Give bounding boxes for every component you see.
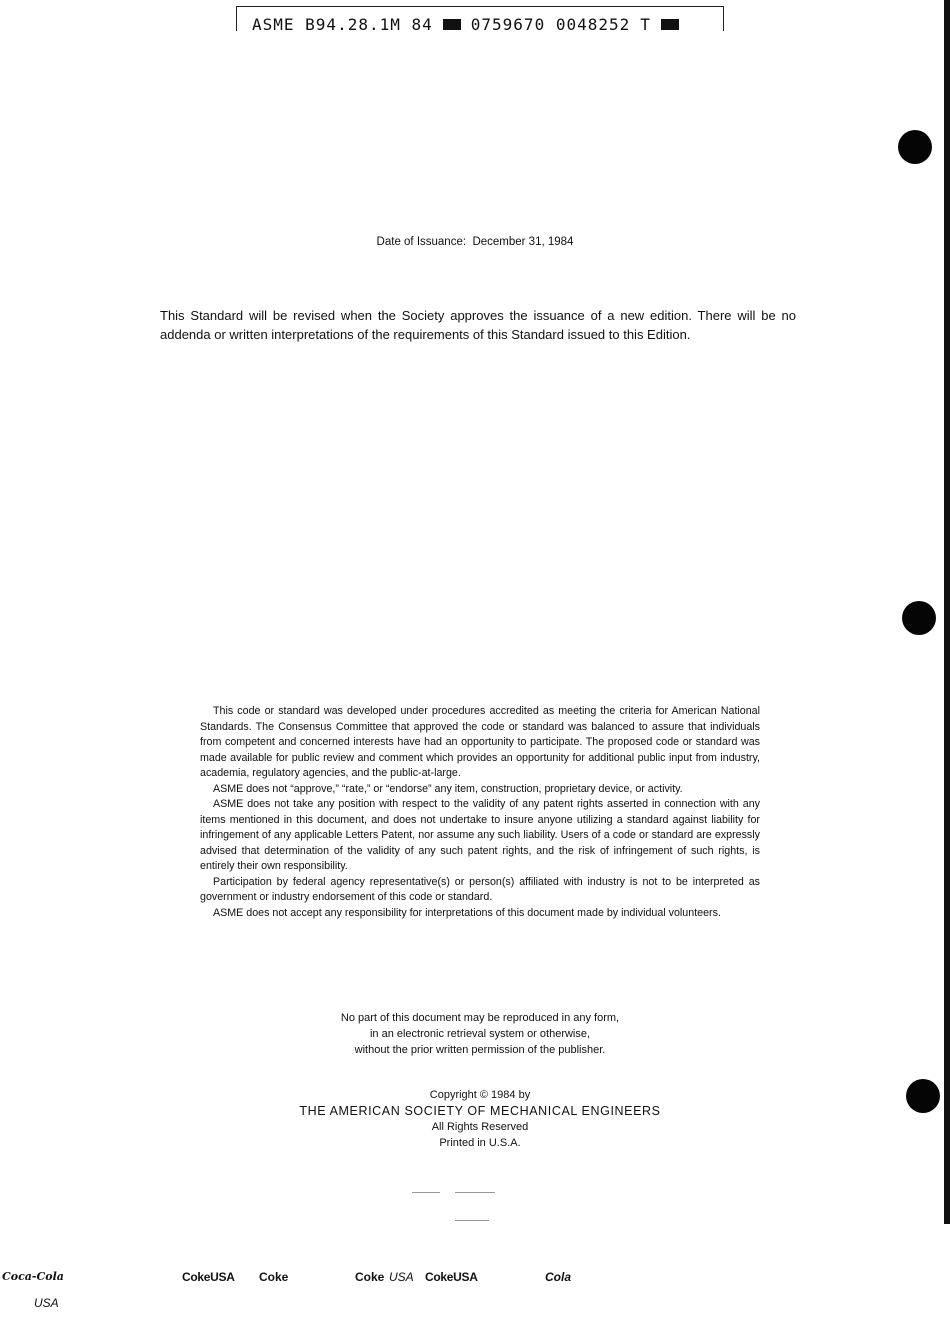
rights-reserved: All Rights Reserved xyxy=(431,1121,529,1133)
copyright-line: Copyright © 1984 by xyxy=(429,1089,531,1101)
footer-mark: USA xyxy=(389,1270,414,1284)
document-code-line xyxy=(252,15,679,34)
legal-disclaimer xyxy=(200,704,760,921)
reproduction-line: No part of this document may be reproduced in any form, xyxy=(340,1012,620,1024)
catalog-number: 0759670 0048252 xyxy=(470,15,631,34)
legal-paragraph: ASME does not “approve,” “rate,” or “endorse” any item, construction, proprietary device, or activity. xyxy=(213,782,683,795)
redaction-block xyxy=(661,19,679,30)
scan-speck xyxy=(455,1192,495,1193)
punch-hole xyxy=(902,601,936,635)
reproduction-notice xyxy=(0,1010,950,1058)
issuance-date-line xyxy=(0,236,950,248)
copyright-block xyxy=(0,1087,950,1151)
coca-cola-logo: Coca-Cola xyxy=(2,1270,64,1283)
footer-mark: Coke xyxy=(355,1270,385,1284)
footer-usa: USA xyxy=(34,1296,59,1310)
scan-speck xyxy=(412,1192,440,1193)
footer-mark: Coke xyxy=(259,1270,289,1284)
redaction-block xyxy=(443,19,461,30)
catalog-suffix: T xyxy=(640,15,651,34)
reproduction-line: without the prior written permission of the publisher. xyxy=(354,1044,606,1056)
legal-paragraph: ASME does not take any position with respect to the validity of any patent rights asserted in connection with any items mentioned in this document, and does not undertake to insure anyone utilizing a standard against liability for infringement of any applicable Letters Patent, nor assume any such liability. Users of a code or standard are expressly advised that determination of the validity of any such patent rights, and the risk of infringement of such rights, is entirely their own responsibility. xyxy=(200,798,760,872)
printed-in: Printed in U.S.A. xyxy=(439,1137,521,1149)
document-code: ASME B94.28.1M 84 xyxy=(252,15,433,34)
scan-speck xyxy=(455,1220,489,1221)
footer-mark: Cola xyxy=(545,1270,572,1284)
publisher-name: THE AMERICAN SOCIETY OF MECHANICAL ENGINEERS xyxy=(299,1104,661,1118)
legal-paragraph: Participation by federal agency representative(s) or person(s) affiliated with industry is not to be interpreted as government or industry endorsement of this code or standard. xyxy=(200,875,760,903)
footer-mark: CokeUSA xyxy=(425,1270,478,1284)
revision-notice: This Standard will be revised when the Society approves the issuance of a new edition. There will be no addenda or written interpretations of the requirements of this Standard issued to this Edition. xyxy=(160,308,796,342)
legal-paragraph: This code or standard was developed under procedures accredited as meeting the criteria for American National Standards. The Consensus Committee that approved the code or standard was balanced to assure that individuals from competent and concerned interests have had an opportunity to participate. The proposed code or standard was made available for public review and comment which provides an opportunity for additional public input from industry, academia, regulatory agencies, and the public-at-large. xyxy=(200,705,760,779)
reproduction-line: in an electronic retrieval system or otherwise, xyxy=(369,1028,591,1040)
issuance-label: Date of Issuance: xyxy=(376,236,467,248)
issuance-date: December 31, 1984 xyxy=(472,236,574,248)
legal-paragraph: ASME does not accept any responsibility for interpretations of this document made by individual volunteers. xyxy=(213,906,721,919)
punch-hole xyxy=(898,130,932,164)
footer-mark: CokeUSA xyxy=(182,1270,235,1284)
